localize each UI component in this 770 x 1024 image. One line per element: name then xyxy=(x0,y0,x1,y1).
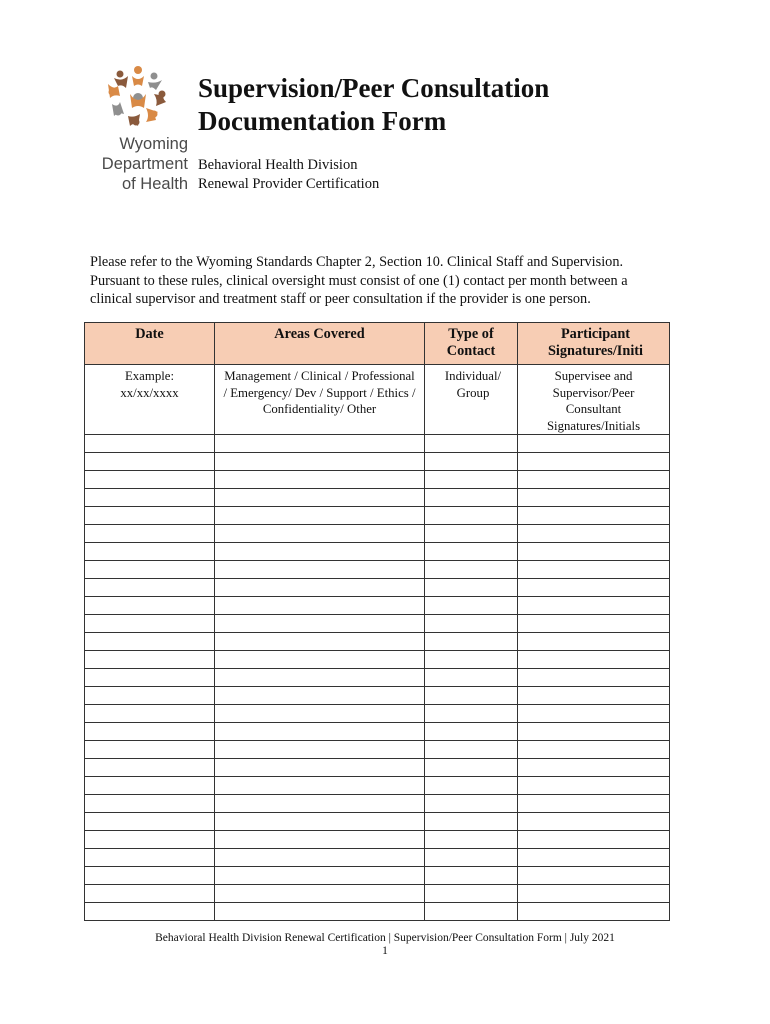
type-cell[interactable] xyxy=(425,561,518,579)
type-cell[interactable] xyxy=(425,849,518,867)
type-cell[interactable] xyxy=(425,507,518,525)
type-cell[interactable] xyxy=(425,759,518,777)
date-cell[interactable] xyxy=(85,507,215,525)
date-cell[interactable] xyxy=(85,543,215,561)
areas-cell[interactable] xyxy=(215,615,425,633)
type-cell[interactable] xyxy=(425,687,518,705)
signature-cell[interactable] xyxy=(518,885,670,903)
date-cell[interactable] xyxy=(85,867,215,885)
areas-cell[interactable] xyxy=(215,723,425,741)
example-type: Individual/ Group xyxy=(425,365,518,435)
type-cell[interactable] xyxy=(425,723,518,741)
signature-cell[interactable] xyxy=(518,561,670,579)
areas-cell[interactable] xyxy=(215,885,425,903)
type-cell[interactable] xyxy=(425,813,518,831)
signature-cell[interactable] xyxy=(518,795,670,813)
date-cell[interactable] xyxy=(85,435,215,453)
example-areas: Management / Clinical / Professional / Emergency/ Dev / Support / Ethics / Confidentiality/ Other xyxy=(215,365,425,435)
date-cell[interactable] xyxy=(85,831,215,849)
date-cell[interactable] xyxy=(85,615,215,633)
table-row xyxy=(85,471,670,489)
signature-cell[interactable] xyxy=(518,489,670,507)
table-row xyxy=(85,759,670,777)
areas-cell[interactable] xyxy=(215,597,425,615)
table-row xyxy=(85,741,670,759)
column-header-areas: Areas Covered xyxy=(215,323,425,365)
areas-cell[interactable] xyxy=(215,903,425,921)
table-row xyxy=(85,813,670,831)
signature-cell[interactable] xyxy=(518,669,670,687)
example-date: Example: xx/xx/xxxx xyxy=(85,365,215,435)
page-title xyxy=(198,72,549,138)
signature-cell[interactable] xyxy=(518,849,670,867)
type-cell[interactable] xyxy=(425,579,518,597)
type-cell[interactable] xyxy=(425,435,518,453)
date-cell[interactable] xyxy=(85,633,215,651)
date-cell[interactable] xyxy=(85,777,215,795)
table-row xyxy=(85,561,670,579)
subtitle-line-1: Behavioral Health Division xyxy=(198,157,358,173)
example-row xyxy=(85,365,670,435)
signature-cell[interactable] xyxy=(518,651,670,669)
date-cell[interactable] xyxy=(85,885,215,903)
wdh-logo xyxy=(88,64,188,198)
date-cell[interactable] xyxy=(85,741,215,759)
documentation-table xyxy=(84,322,670,921)
table-row xyxy=(85,687,670,705)
date-cell[interactable] xyxy=(85,453,215,471)
table-row xyxy=(85,543,670,561)
date-cell[interactable] xyxy=(85,903,215,921)
wdh-logo-figures-icon xyxy=(106,64,170,130)
subtitle-line-2: Renewal Provider Certification xyxy=(198,176,380,192)
type-cell[interactable] xyxy=(425,831,518,849)
table-row xyxy=(85,777,670,795)
table-header-row xyxy=(85,323,670,365)
areas-cell[interactable] xyxy=(215,777,425,795)
date-cell[interactable] xyxy=(85,489,215,507)
date-cell[interactable] xyxy=(85,687,215,705)
areas-cell[interactable] xyxy=(215,633,425,651)
date-cell[interactable] xyxy=(85,597,215,615)
date-cell[interactable] xyxy=(85,723,215,741)
table-row xyxy=(85,885,670,903)
date-cell[interactable] xyxy=(85,669,215,687)
type-cell[interactable] xyxy=(425,795,518,813)
areas-cell[interactable] xyxy=(215,543,425,561)
signature-cell[interactable] xyxy=(518,723,670,741)
type-cell[interactable] xyxy=(425,651,518,669)
type-cell[interactable] xyxy=(425,525,518,543)
signature-cell[interactable] xyxy=(518,813,670,831)
type-cell[interactable] xyxy=(425,885,518,903)
type-cell[interactable] xyxy=(425,903,518,921)
date-cell[interactable] xyxy=(85,471,215,489)
table-row xyxy=(85,669,670,687)
title-line-1: Supervision/Peer Consultation xyxy=(198,73,550,103)
areas-cell[interactable] xyxy=(215,453,425,471)
signature-cell[interactable] xyxy=(518,435,670,453)
areas-cell[interactable] xyxy=(215,471,425,489)
signature-cell[interactable] xyxy=(518,741,670,759)
page-number: 1 xyxy=(382,945,388,957)
date-cell[interactable] xyxy=(85,579,215,597)
type-cell[interactable] xyxy=(425,489,518,507)
areas-cell[interactable] xyxy=(215,705,425,723)
type-cell[interactable] xyxy=(425,543,518,561)
signature-cell[interactable] xyxy=(518,471,670,489)
type-cell[interactable] xyxy=(425,705,518,723)
signature-cell[interactable] xyxy=(518,759,670,777)
wdh-logo-wordmark xyxy=(88,134,188,194)
type-cell[interactable] xyxy=(425,615,518,633)
type-cell[interactable] xyxy=(425,633,518,651)
date-cell[interactable] xyxy=(85,705,215,723)
areas-cell[interactable] xyxy=(215,561,425,579)
page-footer: Behavioral Health Division Renewal Certification | Supervision/Peer Consultation Form | July 2021 xyxy=(155,932,615,944)
table-row xyxy=(85,453,670,471)
areas-cell[interactable] xyxy=(215,741,425,759)
areas-cell[interactable] xyxy=(215,489,425,507)
signature-cell[interactable] xyxy=(518,507,670,525)
areas-cell[interactable] xyxy=(215,795,425,813)
type-cell[interactable] xyxy=(425,453,518,471)
table-row xyxy=(85,903,670,921)
signature-cell[interactable] xyxy=(518,543,670,561)
table-row xyxy=(85,615,670,633)
table-row xyxy=(85,597,670,615)
table-row xyxy=(85,489,670,507)
table-row xyxy=(85,867,670,885)
date-cell[interactable] xyxy=(85,561,215,579)
table-row xyxy=(85,831,670,849)
areas-cell[interactable] xyxy=(215,435,425,453)
areas-cell[interactable] xyxy=(215,579,425,597)
areas-cell[interactable] xyxy=(215,759,425,777)
table-row xyxy=(85,705,670,723)
areas-cell[interactable] xyxy=(215,669,425,687)
table-row xyxy=(85,651,670,669)
signature-cell[interactable] xyxy=(518,903,670,921)
areas-cell[interactable] xyxy=(215,813,425,831)
column-header-signatures: Participant Signatures/Initi xyxy=(518,323,670,365)
signature-cell[interactable] xyxy=(518,705,670,723)
signature-cell[interactable] xyxy=(518,615,670,633)
signature-cell[interactable] xyxy=(518,867,670,885)
title-line-2: Documentation Form xyxy=(198,106,447,136)
type-cell[interactable] xyxy=(425,597,518,615)
table-row xyxy=(85,795,670,813)
table-row xyxy=(85,849,670,867)
column-header-type: Type of Contact xyxy=(425,323,518,365)
areas-cell[interactable] xyxy=(215,849,425,867)
date-cell[interactable] xyxy=(85,651,215,669)
signature-cell[interactable] xyxy=(518,597,670,615)
type-cell[interactable] xyxy=(425,741,518,759)
signature-cell[interactable] xyxy=(518,525,670,543)
logo-line-1: Wyoming xyxy=(119,135,188,153)
date-cell[interactable] xyxy=(85,849,215,867)
areas-cell[interactable] xyxy=(215,507,425,525)
areas-cell[interactable] xyxy=(215,525,425,543)
table-row xyxy=(85,507,670,525)
table-row xyxy=(85,723,670,741)
table-row xyxy=(85,525,670,543)
type-cell[interactable] xyxy=(425,669,518,687)
signature-cell[interactable] xyxy=(518,453,670,471)
date-cell[interactable] xyxy=(85,795,215,813)
type-cell[interactable] xyxy=(425,867,518,885)
signature-cell[interactable] xyxy=(518,687,670,705)
areas-cell[interactable] xyxy=(215,651,425,669)
table-row xyxy=(85,435,670,453)
signature-cell[interactable] xyxy=(518,831,670,849)
areas-cell[interactable] xyxy=(215,687,425,705)
areas-cell[interactable] xyxy=(215,831,425,849)
example-signatures: Supervisee and Supervisor/Peer Consultant Signatures/Initials xyxy=(518,365,670,435)
type-cell[interactable] xyxy=(425,777,518,795)
date-cell[interactable] xyxy=(85,525,215,543)
column-header-date: Date xyxy=(85,323,215,365)
signature-cell[interactable] xyxy=(518,777,670,795)
type-cell[interactable] xyxy=(425,471,518,489)
areas-cell[interactable] xyxy=(215,867,425,885)
table-row xyxy=(85,579,670,597)
date-cell[interactable] xyxy=(85,759,215,777)
signature-cell[interactable] xyxy=(518,633,670,651)
logo-line-3: of Health xyxy=(121,175,188,193)
logo-line-2: Department xyxy=(101,155,188,173)
table-row xyxy=(85,633,670,651)
signature-cell[interactable] xyxy=(518,579,670,597)
date-cell[interactable] xyxy=(85,813,215,831)
intro-paragraph: Please refer to the Wyoming Standards Chapter 2, Section 10. Clinical Staff and Supervision. Pursuant to these rules, clinical oversight must consist of one (1) contact per month between a clinical supervisor and treatment staff or peer consultation if the provider is one person. xyxy=(90,254,628,307)
page-subtitle xyxy=(198,156,379,194)
